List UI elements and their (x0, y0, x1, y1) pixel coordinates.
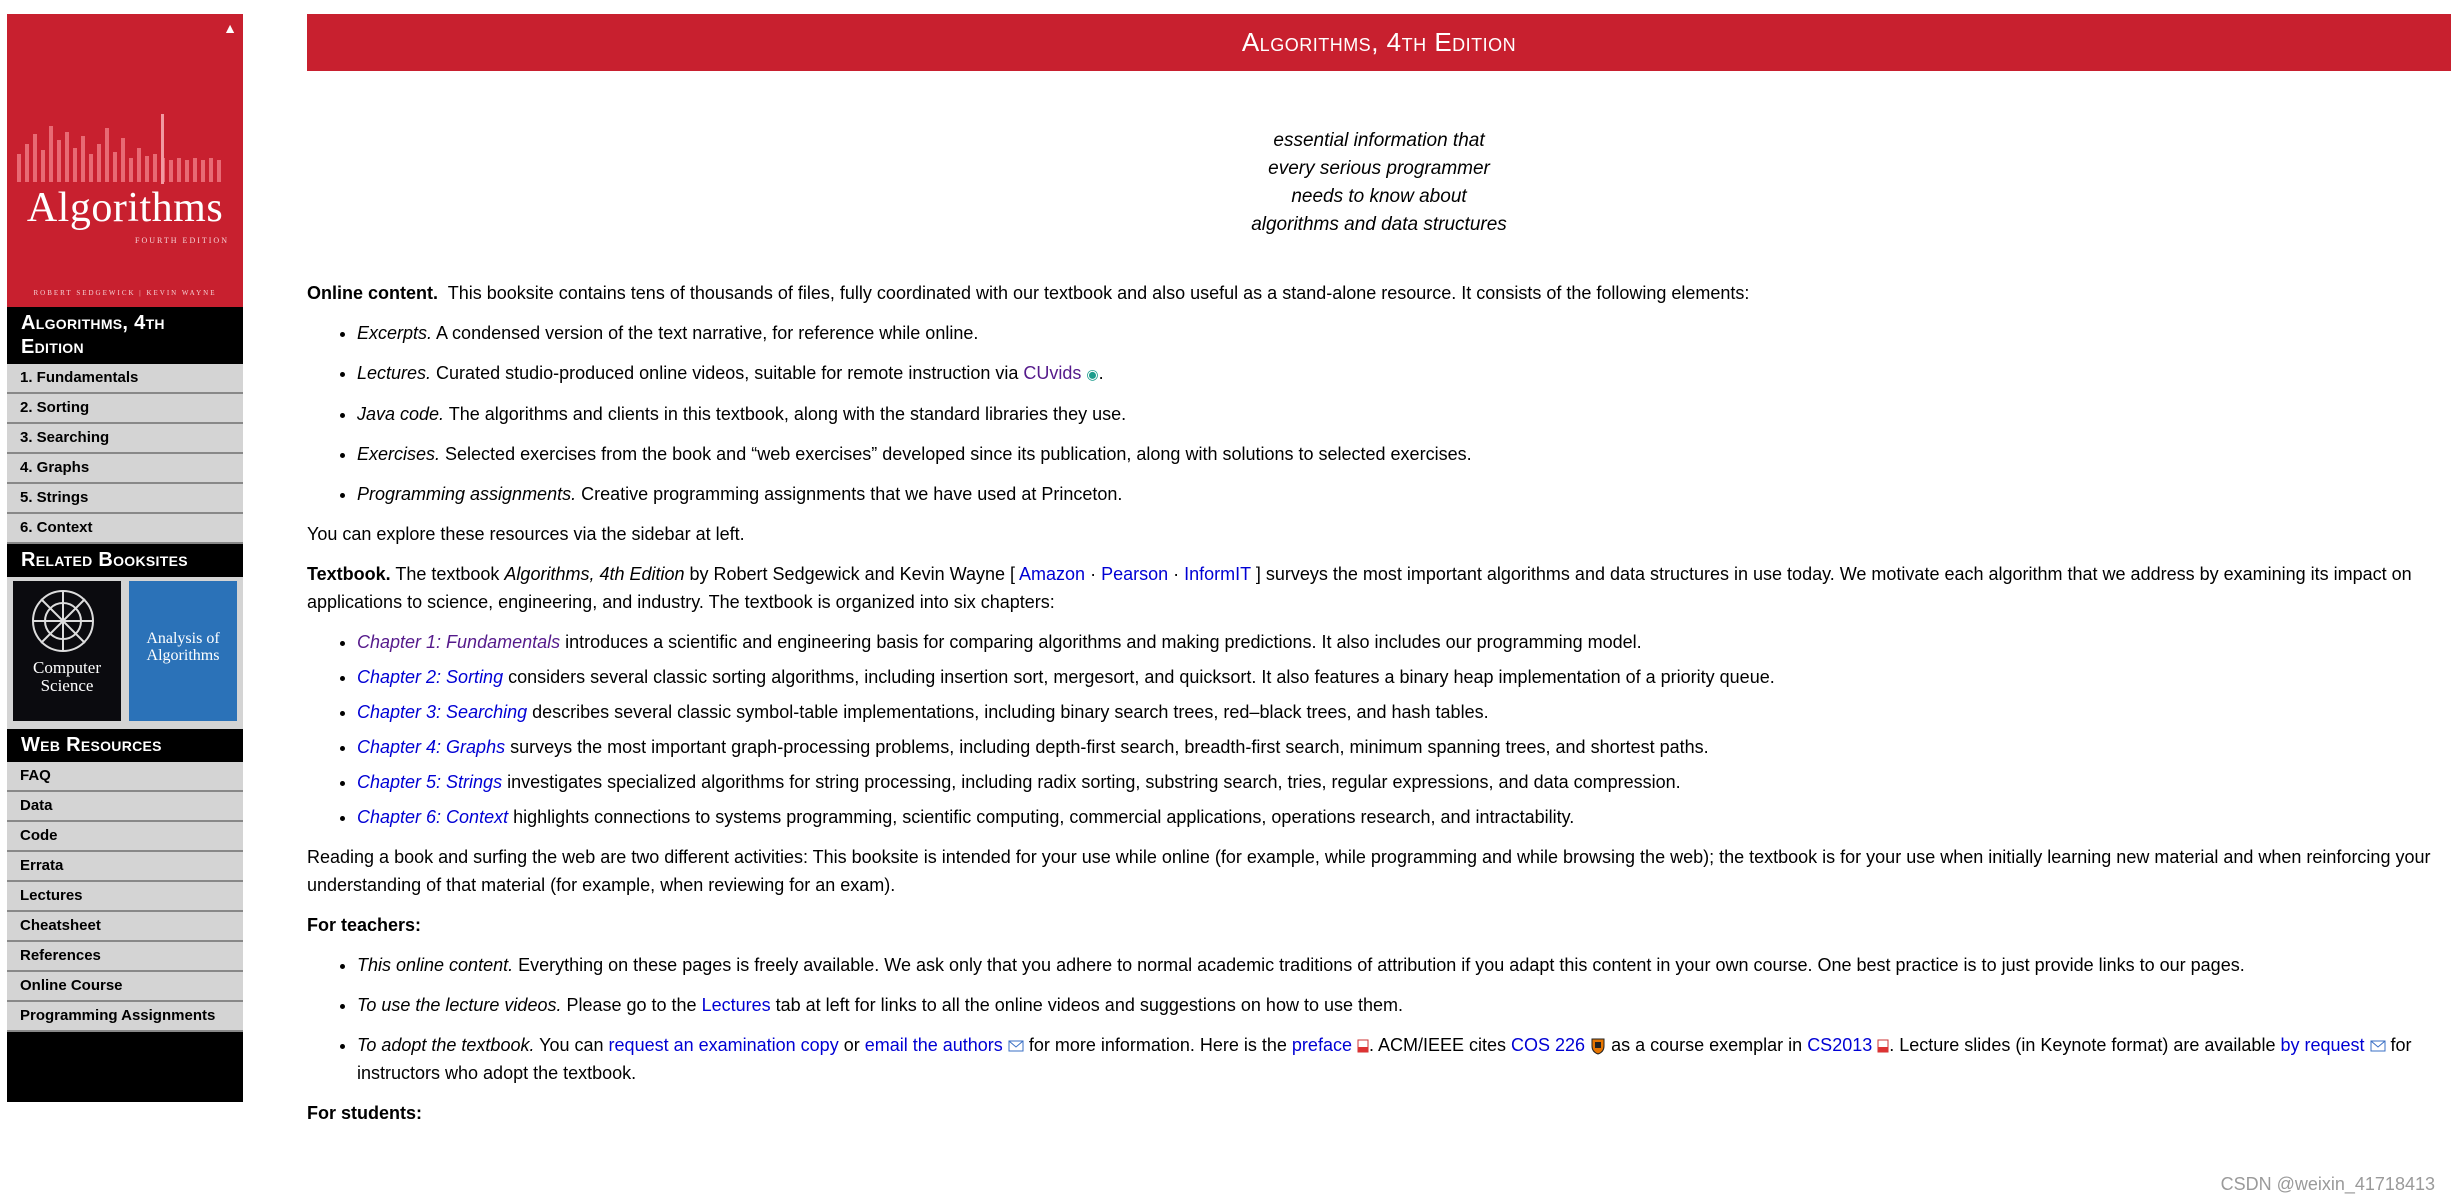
slides-request-link[interactable]: by request (2280, 1035, 2365, 1055)
list-item (357, 951, 2451, 979)
item-text: for more information. Here is the (1023, 1035, 1292, 1055)
list-item (357, 1031, 2451, 1087)
chapter-4-link[interactable] (357, 737, 505, 757)
sidebar-item-online-course[interactable]: Online Course (7, 972, 243, 1002)
item-term: This online content. (357, 955, 514, 975)
sidebar-item-errata[interactable]: Errata (7, 852, 243, 882)
article-body (307, 279, 2451, 1127)
item-term: Exercises. (357, 444, 441, 464)
tagline-line: essential information that (1273, 130, 1485, 151)
sidebar-item-searching[interactable]: 3. Searching (7, 424, 243, 454)
item-text: for instructors who adopt the textbook. (357, 1035, 2412, 1083)
item-text: Please go to the (561, 995, 702, 1015)
list-item (357, 733, 2451, 761)
item-text: A condensed version of the text narrative, for reference while online. (432, 323, 979, 343)
sidebar-heading-web: Web Resources (21, 734, 162, 756)
email-icon (1008, 1040, 1024, 1052)
pdf-icon (1357, 1039, 1369, 1053)
amazon-link[interactable]: Amazon (1019, 564, 1086, 584)
book-cover-image[interactable] (7, 14, 243, 307)
list-item (357, 663, 2451, 691)
cs2013-link[interactable]: CS2013 (1807, 1035, 1873, 1055)
item-text: investigates specialized algorithms for string processing, including radix sorting, substring search, tries, regular expressions, and data compression. (502, 772, 1681, 792)
item-text: Curated studio-produced online videos, suitable for remote instruction via (431, 363, 1024, 383)
item-text: highlights connections to systems programming, scientific computing, commercial applications, operations research, and intractability. (508, 807, 1575, 827)
link-text: Chapter 2: Sorting (357, 667, 504, 687)
list-item (357, 319, 2451, 347)
princeton-shield-icon (1590, 1037, 1606, 1055)
list-item (357, 359, 2451, 388)
sidebar-item-cheatsheet[interactable]: Cheatsheet (7, 912, 243, 942)
list-item (357, 991, 2451, 1019)
teachers-heading (307, 911, 2451, 939)
list-item (357, 400, 2451, 428)
sidebar-item-programming-assignments[interactable]: Programming Assignments (7, 1002, 243, 1032)
sidebar-item-strings[interactable]: 5. Strings (7, 484, 243, 514)
item-text: surveys the most important graph-processing problems, including depth-first search, breadth-first search, minimum spanning trees, and shortest paths. (505, 737, 1709, 757)
sidebar (7, 14, 243, 1102)
pearson-link[interactable]: Pearson (1101, 564, 1169, 584)
item-text: . (1098, 363, 1104, 383)
students-heading (307, 1099, 2451, 1127)
preface-link[interactable]: preface (1291, 1035, 1352, 1055)
heading-text: For students: (307, 1103, 422, 1123)
page-title-banner: Algorithms, 4th Edition (307, 14, 2451, 71)
item-text: Creative programming assignments that we have used at Princeton. (576, 484, 1123, 504)
online-content-paragraph (307, 279, 2451, 307)
link-text: Chapter 4: Graphs (357, 737, 506, 757)
text: by Robert Sedgewick and Kevin Wayne [ (684, 564, 1020, 584)
publisher-logo-icon: ▲ (223, 20, 237, 36)
separator: · (1085, 564, 1102, 584)
list-item (357, 698, 2451, 726)
cover-edition: FOURTH EDITION (135, 236, 229, 245)
list-item (357, 628, 2451, 656)
textbook-label: Textbook. (307, 564, 391, 584)
video-icon: ◉ (1086, 366, 1099, 382)
tagline-line: every serious programmer (1268, 158, 1490, 179)
link-text: Chapter 1: Fundamentals (357, 632, 561, 652)
sidebar-item-lectures[interactable]: Lectures (7, 882, 243, 912)
link-text: Chapter 6: Context (357, 807, 509, 827)
sidebar-item-context[interactable]: 6. Context (7, 514, 243, 544)
related-book-analysis-of-algorithms[interactable] (129, 581, 237, 721)
related-book-title: Computer Science (33, 658, 101, 695)
email-icon (2370, 1040, 2386, 1052)
email-authors-link[interactable]: email the authors (864, 1035, 1003, 1055)
cos226-link[interactable]: COS 226 (1511, 1035, 1586, 1055)
tagline-line: needs to know about (1291, 186, 1467, 207)
sidebar-heading-related: Related Booksites (21, 549, 188, 571)
cover-authors: ROBERT SEDGEWICK | KEVIN WAYNE (33, 289, 217, 297)
cuvids-link[interactable]: CUvids (1023, 363, 1082, 383)
item-term: Excerpts. (357, 323, 433, 343)
sidebar-item-graphs[interactable]: 4. Graphs (7, 454, 243, 484)
item-text: or (838, 1035, 865, 1055)
text: The textbook (390, 564, 505, 584)
chapter-6-link[interactable] (357, 807, 508, 827)
watermark: CSDN @weixin_41718413 (2220, 1174, 2435, 1194)
sidebar-item-faq[interactable]: FAQ (7, 762, 243, 792)
item-text: considers several classic sorting algorithms, including insertion sort, mergesort, and quicksort. It also features a binary heap implementation of a priority queue. (503, 667, 1775, 687)
lectures-link[interactable]: Lectures (701, 995, 771, 1015)
text: ] surveys the most important algorithms and data structures in use today. We motivate each algorithm that we address by examining its impact on applications to science, engineering, and industry. The textbook is organized into six chapters: (307, 564, 2412, 612)
sidebar-item-references[interactable]: References (7, 942, 243, 972)
sidebar-item-fundamentals[interactable]: 1. Fundamentals (7, 364, 243, 394)
item-term: Programming assignments. (357, 484, 577, 504)
item-term: Lectures. (357, 363, 432, 383)
informit-link[interactable]: InformIT (1184, 564, 1251, 584)
cover-title: Algorithms (26, 185, 224, 231)
explore-paragraph: You can explore these resources via the sidebar at left. (307, 524, 745, 544)
online-content-label: Online content. (307, 283, 439, 303)
item-text: describes several classic symbol-table implementations, including binary search trees, red–black trees, and hash tables. (527, 702, 1489, 722)
reading-paragraph: Reading a book and surfing the web are two different activities: This booksite is intended for your use while online (for example, while programming and while browsing the web); the textbook is for your use when initially learning new material and when reinforcing your understanding of that material (for example, when reviewing for an exam). (307, 847, 2431, 895)
related-book-computer-science[interactable] (13, 581, 121, 721)
sidebar-item-data[interactable]: Data (7, 792, 243, 822)
related-book-title: Analysis of Algorithms (146, 630, 220, 664)
item-text: The algorithms and clients in this textbook, along with the standard libraries they use. (444, 404, 1127, 424)
cover-bars-decoration (15, 114, 237, 184)
list-item (357, 803, 2451, 831)
item-term: To use the lecture videos. (357, 995, 562, 1015)
chapter-5-link[interactable] (357, 772, 502, 792)
item-text: You can (534, 1035, 609, 1055)
list-item (357, 480, 2451, 508)
item-term: To adopt the textbook. (357, 1035, 535, 1055)
item-term: Java code. (357, 404, 445, 424)
book-title: Algorithms, 4th Edition (504, 564, 685, 584)
item-text: tab at left for links to all the online videos and suggestions on how to use them. (770, 995, 1404, 1015)
knot-decoration-icon (13, 581, 121, 661)
examination-copy-link[interactable]: request an examination copy (608, 1035, 839, 1055)
chapter-2-link[interactable] (357, 667, 503, 687)
link-text: Chapter 3: Searching (357, 702, 528, 722)
pdf-icon (1877, 1039, 1889, 1053)
list-item (357, 768, 2451, 796)
item-text: . ACM/IEEE cites (1368, 1035, 1512, 1055)
tagline (307, 127, 2451, 239)
related-booksites (7, 577, 243, 729)
chapter-3-link[interactable] (357, 702, 527, 722)
main-content (307, 14, 2451, 1139)
online-content-text: This booksite contains tens of thousands of files, fully coordinated with our textbook and also useful as a stand-alone resource. It consists of the following elements: (447, 283, 1750, 303)
item-text: introduces a scientific and engineering basis for comparing algorithms and making predictions. It also includes our programming model. (560, 632, 1642, 652)
tagline-line: algorithms and data structures (1251, 214, 1507, 235)
list-item (357, 440, 2451, 468)
item-text: Selected exercises from the book and “web exercises” developed since its publication, along with solutions to selected exercises. (440, 444, 1472, 464)
teachers-list (307, 951, 2451, 1087)
heading-text: For teachers: (307, 915, 422, 935)
chapter-1-link[interactable] (357, 632, 560, 652)
sidebar-item-code[interactable]: Code (7, 822, 243, 852)
chapter-list (307, 628, 2451, 831)
item-text: . Lecture slides (in Keynote format) are available (1889, 1035, 2281, 1055)
sidebar-heading-book: Algorithms, 4th Edition (21, 312, 165, 358)
online-elements-list (307, 319, 2451, 508)
item-text: as a course exemplar in (1606, 1035, 1808, 1055)
textbook-paragraph (307, 560, 2451, 616)
sidebar-item-sorting[interactable]: 2. Sorting (7, 394, 243, 424)
link-text: Chapter 5: Strings (357, 772, 503, 792)
separator: · (1168, 564, 1185, 584)
item-text: Everything on these pages is freely available. We ask only that you adhere to normal academic traditions of attribution if you adapt this content in your own course. One best practice is to just provide links to our pages. (513, 955, 2245, 975)
